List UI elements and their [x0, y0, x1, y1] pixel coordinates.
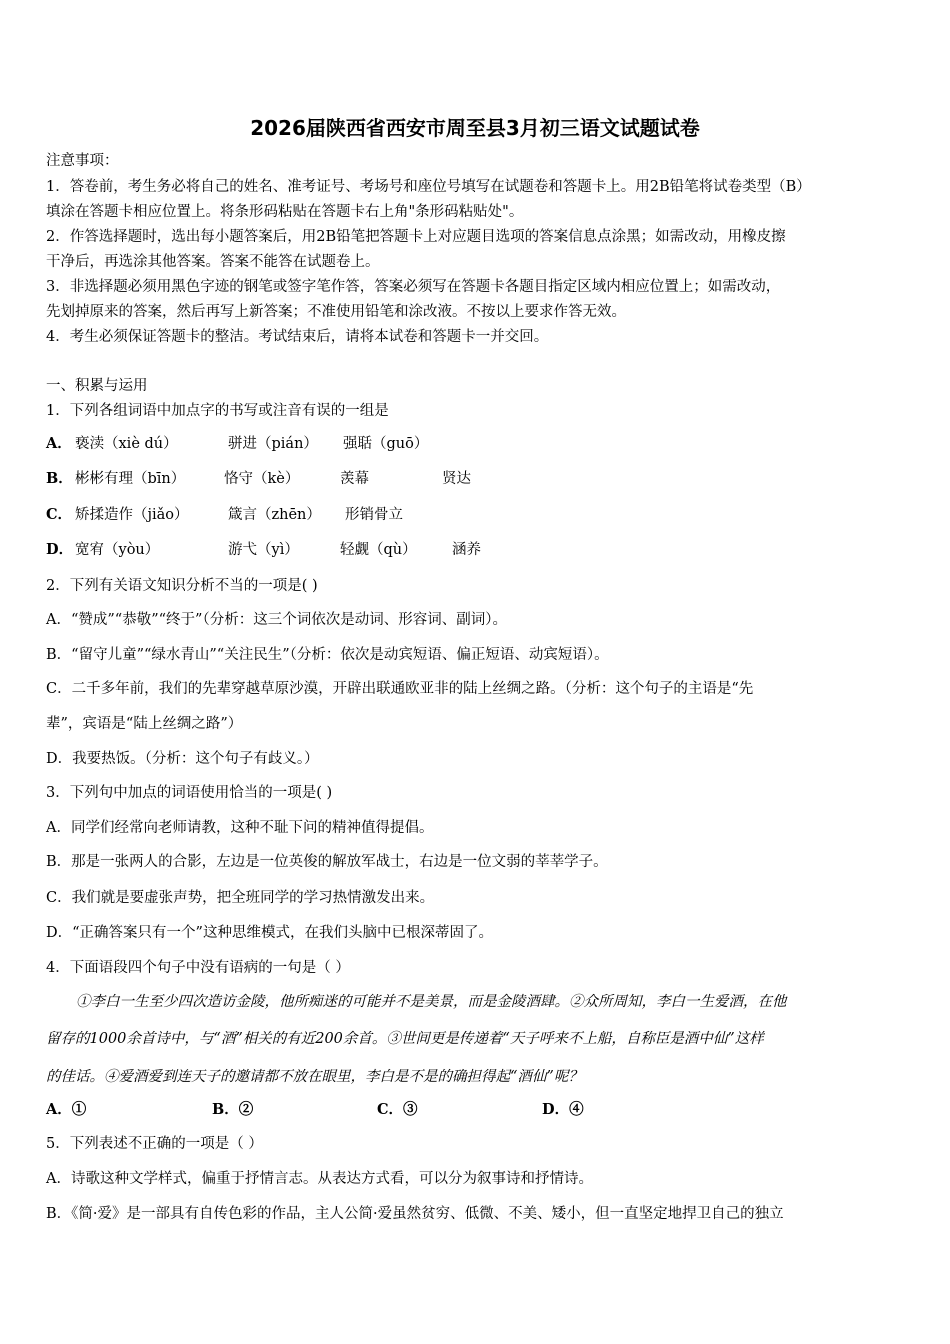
question-4-stem: 4．下面语段四个句子中没有语病的一句是（ ）: [46, 960, 350, 976]
q3-option-a: A．同学们经常向老师请教，这种不耻下问的精神值得提倡。: [46, 820, 434, 836]
question-2-stem: 2．下列有关语文知识分析不当的一项是( ): [46, 578, 318, 594]
q1-option-a-item: 亵渎（xiè dú）: [75, 436, 178, 452]
section-heading: 一、积累与运用: [46, 378, 148, 394]
q4-option-a: A．①: [46, 1101, 87, 1118]
q1-option-c-item: 形销骨立: [345, 507, 403, 523]
q2-option-c: C．二千多年前，我们的先辈穿越草原沙漠，开辟出联通欧亚非的陆上丝绸之路。（分析：这个句子的主语是“先: [46, 681, 754, 697]
q4-option-c: C．③: [377, 1101, 418, 1118]
q1-option-d-item: 游弋（yì）: [228, 542, 299, 558]
q2-option-c-cont: 辈”，宾语是“陆上丝绸之路”）: [46, 716, 243, 732]
q1-option-b-label: B．: [46, 470, 73, 487]
q1-option-d-item: 宽宥（yòu）: [75, 542, 160, 558]
notice-line: 先划掉原来的答案，然后再写上新答案；不准使用铅笔和涂改液。不按以上要求作答无效。: [46, 304, 626, 320]
notice-line: 干净后，再选涂其他答案。答案不能答在试题卷上。: [46, 254, 380, 270]
page-title: 2026届陕西省西安市周至县3月初三语文试题试卷: [250, 116, 700, 140]
notice-line: 4．考生必须保证答题卡的整洁。考试结束后，请将本试卷和答题卡一并交回。: [46, 329, 549, 345]
q4-option-b: B．②: [212, 1101, 254, 1118]
q3-option-c: C．我们就是要虚张声势，把全班同学的学习热情激发出来。: [46, 890, 435, 906]
q4-passage-line: ①李白一生至少四次造访金陵，他所痴迷的可能并不是美景，而是金陵酒肆。②众所周知，李白一生爱酒，在他: [76, 994, 787, 1010]
question-5-stem: 5．下列表述不正确的一项是（ ）: [46, 1136, 263, 1152]
q1-option-b-item: 贤达: [442, 471, 471, 487]
q5-option-a: A．诗歌这种文学样式，偏重于抒情言志。从表达方式看，可以分为叙事诗和抒情诗。: [46, 1171, 593, 1187]
notice-line: 3．非选择题必须用黑色字迹的钢笔或签字笔作答，答案必须写在答题卡各题目指定区域内相应位置上；如需改动，: [46, 279, 781, 295]
question-3-stem: 3．下列句中加点的词语使用恰当的一项是( ): [46, 785, 333, 801]
q1-option-d-item: 涵养: [452, 542, 481, 558]
question-1-stem: 1．下列各组词语中加点字的书写或注音有误的一组是: [46, 403, 389, 419]
q1-option-c-item: 箴言（zhēn）: [228, 507, 321, 523]
notice-heading: 注意事项：: [46, 153, 119, 169]
q1-option-a-item: 骈进（pián）: [228, 436, 318, 452]
notice-line: 2．作答选择题时，选出每小题答案后，用2B铅笔把答题卡上对应题目选项的答案信息点涂黑；如需改动，用橡皮擦: [46, 229, 786, 245]
q1-option-c-item: 矫揉造作（jiǎo）: [75, 507, 189, 523]
q4-option-d: D．④: [542, 1101, 584, 1118]
q3-option-d: D．“正确答案只有一个”这种思维模式，在我们头脑中已根深蒂固了。: [46, 925, 493, 941]
q1-option-b-item: 羡幕: [340, 471, 369, 487]
q4-passage-line: 留存的1000余首诗中，与“酒”相关的有近200余首。③世间更是传递着“天子呼来不上船，自称臣是酒中仙”这样: [46, 1031, 764, 1047]
q1-option-d-label: D．: [46, 541, 74, 558]
q1-option-d-item: 轻觑（qù）: [340, 542, 417, 558]
q1-option-b-item: 恪守（kè）: [224, 471, 300, 487]
q2-option-b: B．“留守儿童”“绿水青山”“关注民生”（分析：依次是动宾短语、偏正短语、动宾短语）。: [46, 647, 609, 663]
q4-passage-line: 的佳话。④爱酒爱到连天子的邀请都不放在眼里，李白是不是的确担得起“酒仙”呢？: [46, 1069, 583, 1085]
notice-line: 1．答卷前，考生务必将自己的姓名、准考证号、考场号和座位号填写在试题卷和答题卡上。用2B铅笔将试卷类型（B）: [46, 179, 811, 195]
q1-option-b-item: 彬彬有理（bīn）: [75, 471, 186, 487]
notice-line: 填涂在答题卡相应位置上。将条形码粘贴在答题卡右上角"条形码粘贴处"。: [46, 204, 524, 220]
q1-option-a-label: A．: [46, 435, 72, 452]
q2-option-a: A．“赞成”“恭敬”“终于”（分析：这三个词依次是动词、形容词、副词）。: [46, 612, 507, 628]
q1-option-c-label: C．: [46, 506, 73, 523]
q1-option-a-item: 强聒（guō）: [343, 436, 429, 452]
q2-option-d: D．我要热饭。（分析：这个句子有歧义。）: [46, 751, 319, 767]
q5-option-b: B．《简·爱》是一部具有自传色彩的作品，主人公简·爱虽然贫穷、低微、不美、矮小，但一直坚定地捍卫自己的独立: [46, 1206, 784, 1222]
q3-option-b: B．那是一张两人的合影，左边是一位英俊的解放军战士，右边是一位文弱的莘莘学子。: [46, 854, 608, 870]
